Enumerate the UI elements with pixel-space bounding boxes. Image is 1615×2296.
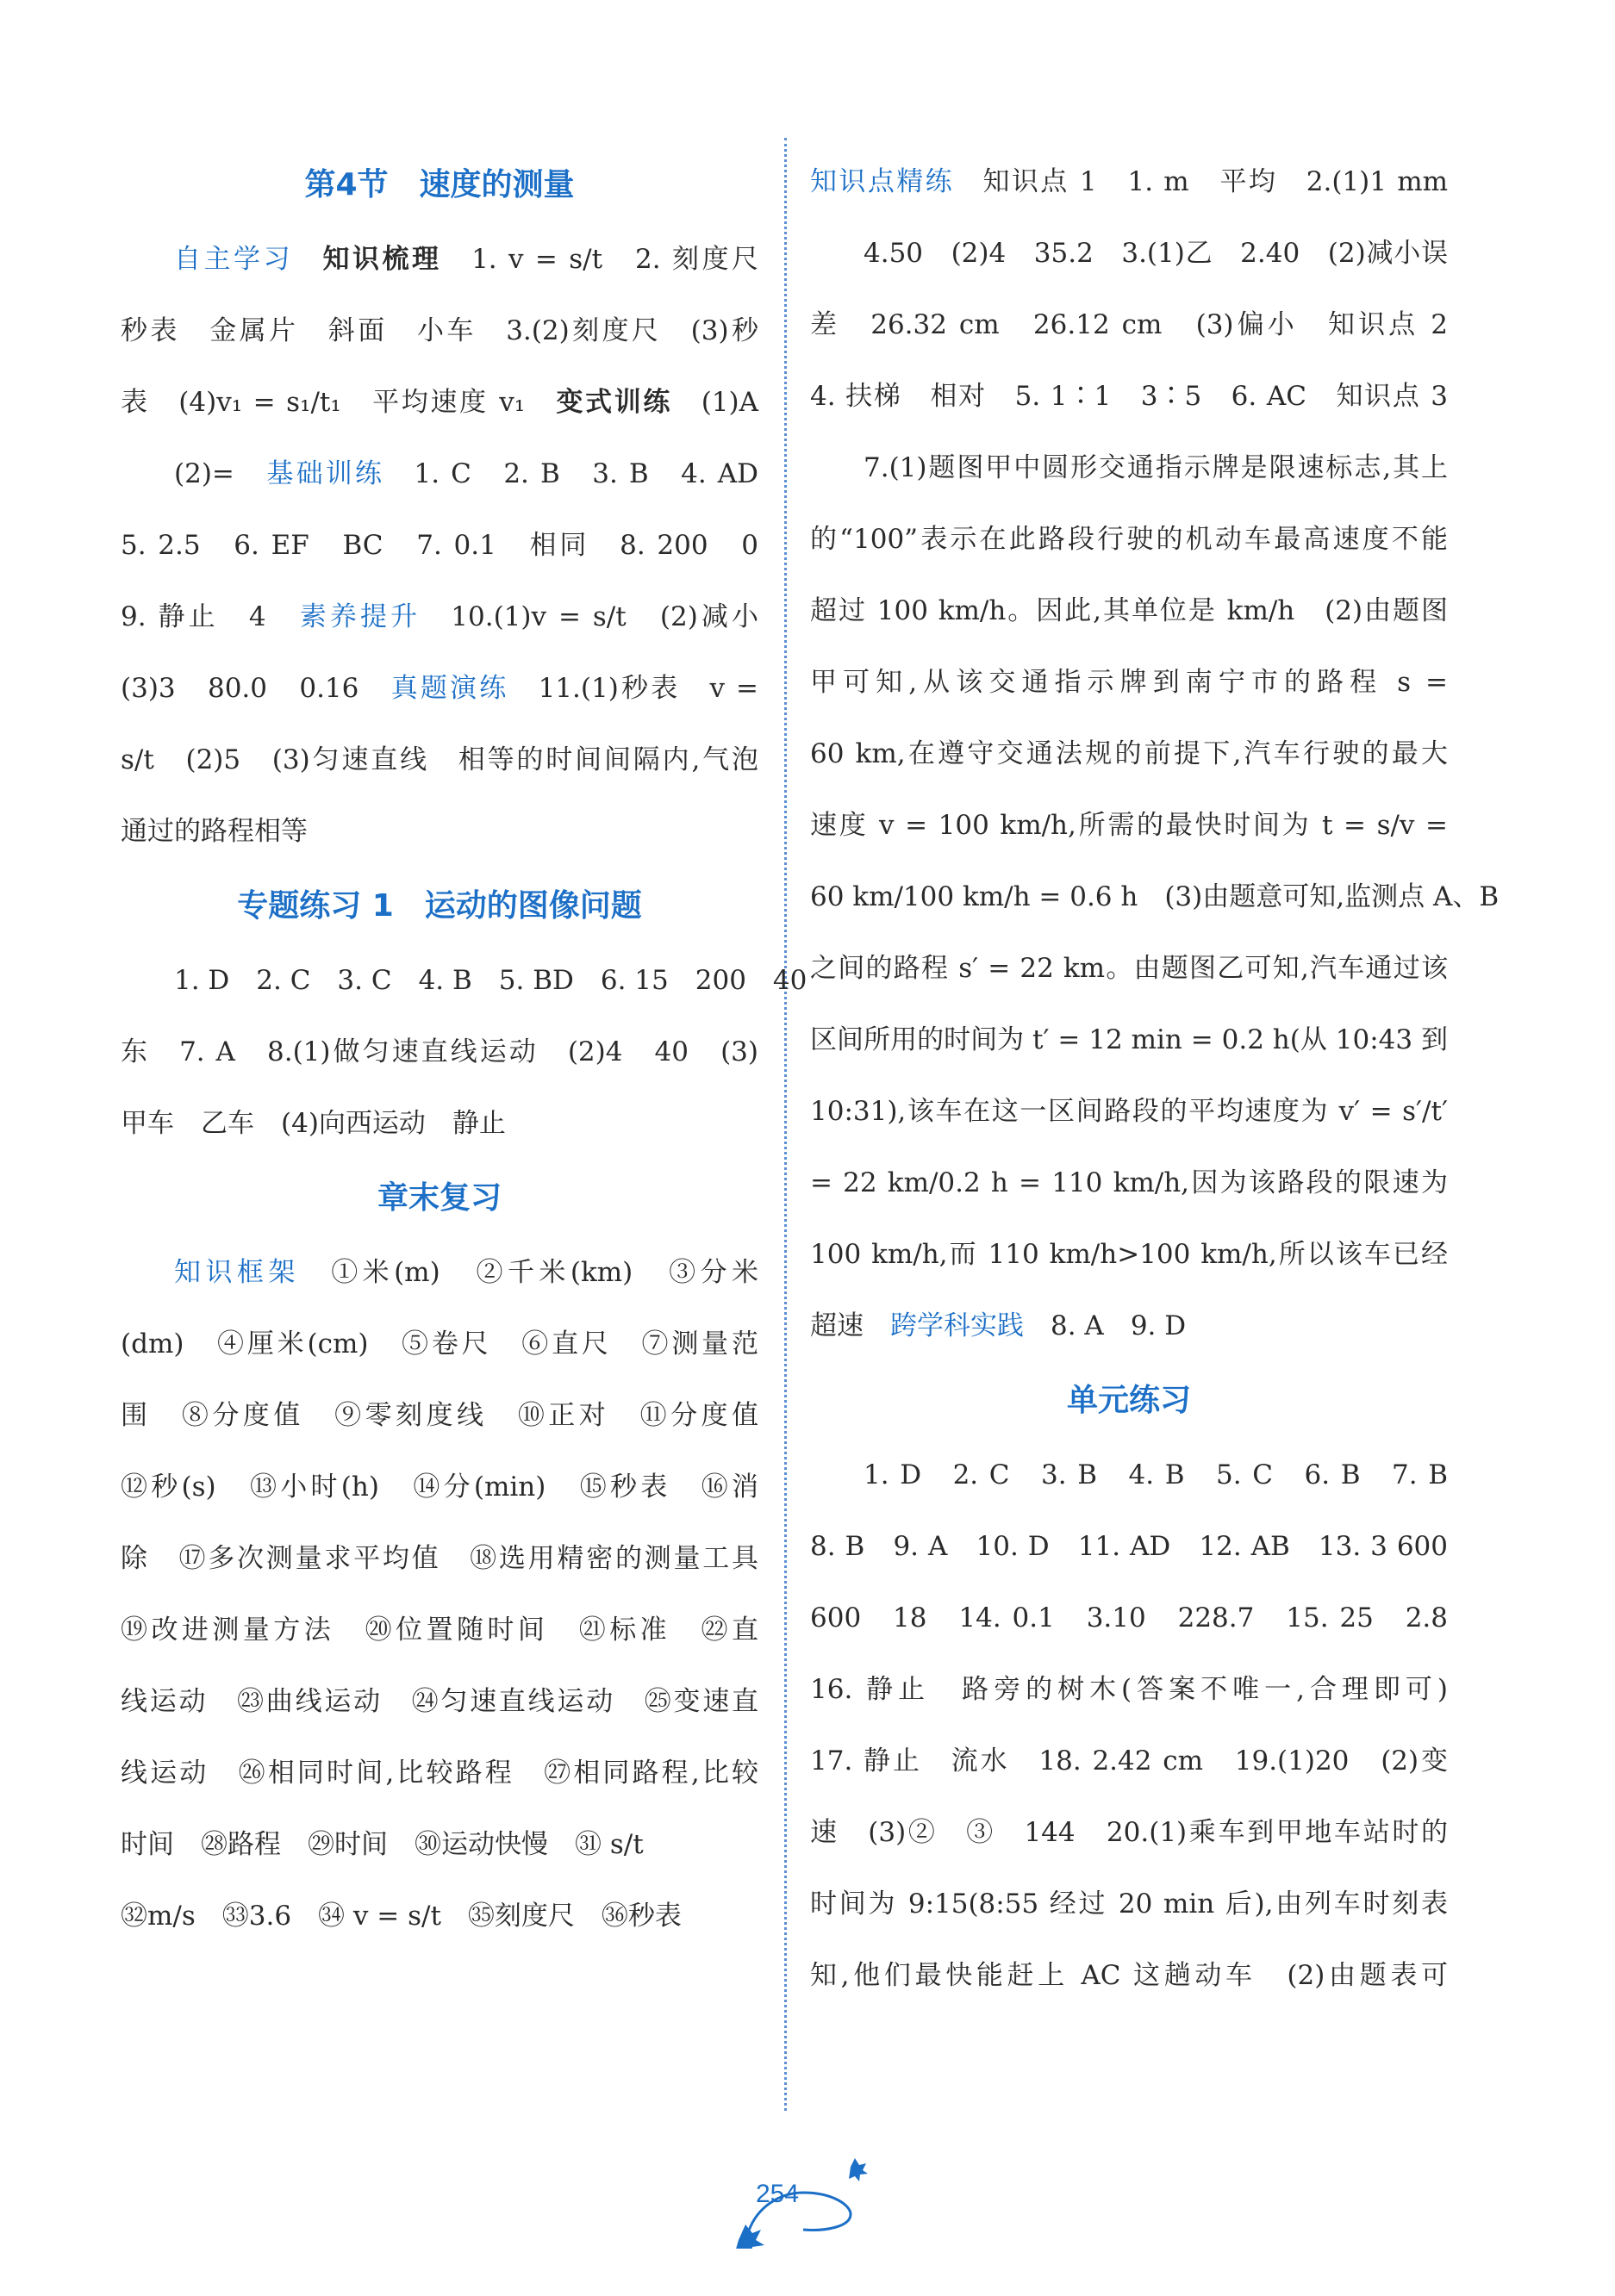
text-line: 围 ⑧分度值 ⑨零刻度线 ⑩正对 ⑪分度值 <box>121 1400 758 1431</box>
text-line: 之间的路程 s′ = 22 km。由题图乙可知,汽车通过该 <box>810 953 1448 984</box>
leaf-ornament-icon <box>721 2154 894 2249</box>
label: 变式训练 <box>556 387 673 418</box>
text-line: 时间 ㉘路程 ㉙时间 ㉚运动快慢 ㉛ s/t <box>121 1829 644 1860</box>
page-number-badge <box>721 2154 894 2249</box>
text-line <box>121 653 758 725</box>
text-line <box>121 582 758 653</box>
text-line <box>121 439 758 510</box>
text-line: 10:31),该车在这一区间路段的平均速度为 v′ = s′/t′ <box>810 1096 1448 1127</box>
text-line: 速 (3)② ③ 144 20.(1)乘车到甲地车站时的 <box>810 1817 1448 1848</box>
text-line: = 22 km/0.2 h = 110 km/h,因为该路段的限速为 <box>810 1167 1448 1198</box>
text-line: 区间所用的时间为 t′ = 12 min = 0.2 h(从 10:43 到 <box>810 1024 1448 1055</box>
text-line: 100 km/h,而 110 km/h>100 km/h,所以该车已经 <box>810 1239 1448 1270</box>
text-line: 的“100”表示在此路段行驶的机动车最高速度不能 <box>810 524 1448 555</box>
text-line: 4. 扶梯 相对 5. 1∶1 3∶5 6. AC 知识点 3 <box>810 381 1448 412</box>
answer-text: 表 (4)v₁ = s₁/t₁ 平均速度 v₁ <box>121 387 557 418</box>
text-line: 17. 静止 流水 18. 2.42 cm 19.(1)20 (2)变 <box>810 1745 1448 1776</box>
label: 知识框架 <box>174 1257 300 1288</box>
text-line: 甲车 乙车 (4)向西运动 静止 <box>121 1108 506 1139</box>
label: 跨学科实践 <box>890 1310 1024 1341</box>
text-line: 4.50 (2)4 35.2 3.(1)乙 2.40 (2)减小误 <box>864 238 1448 269</box>
section-title: 章末复习 <box>377 1180 502 1216</box>
answer-text: (3)3 80.0 0.16 <box>121 673 391 704</box>
answer-text: 1. v = s/t 2. 刻度尺 <box>441 244 759 275</box>
text-line <box>121 224 758 296</box>
text-line: ㉜m/s ㉝3.6 ㉞ v = s/t ㉟刻度尺 ㊱秒表 <box>121 1901 682 1932</box>
right-column <box>810 146 1500 2012</box>
text-line: 60 km,在遵守交通法规的前提下,汽车行驶的最大 <box>810 738 1448 769</box>
text-line: 60 km/100 km/h = 0.6 h (3)由题意可知,监测点 A、B <box>810 881 1500 912</box>
answer-text: 1. C 2. B 3. B 4. AD <box>384 458 759 489</box>
text-line: 超过 100 km/h。因此,其单位是 km/h (2)由题图 <box>810 595 1448 626</box>
label: 基础训练 <box>266 458 385 489</box>
section-title: 专题练习 1 运动的图像问题 <box>237 888 642 924</box>
text-line: 差 26.32 cm 26.12 cm (3)偏小 知识点 2 <box>810 309 1448 340</box>
text-line: 线运动 ㉖相同时间,比较路程 ㉗相同路程,比较 <box>121 1758 758 1789</box>
text-line: 600 18 14. 0.1 3.10 228.7 15. 25 2.8 <box>810 1602 1448 1633</box>
text-line: 速度 v = 100 km/h,所需的最快时间为 t = s/v = <box>810 810 1448 841</box>
label: 真题演练 <box>390 673 509 704</box>
label: 素养提升 <box>299 601 421 632</box>
text-line: (dm) ④厘米(cm) ⑤卷尺 ⑥直尺 ⑦测量范 <box>121 1328 758 1360</box>
text-line: 16. 静止 路旁的树木(答案不唯一,合理即可) <box>810 1674 1448 1705</box>
label: 知识梳理 <box>293 244 442 275</box>
text-line <box>810 1291 1448 1362</box>
text-line <box>121 1237 758 1309</box>
text-line: ⑫秒(s) ⑬小时(h) ⑭分(min) ⑮秒表 ⑯消 <box>121 1472 758 1503</box>
text-line: 1. D 2. C 3. B 4. B 5. C 6. B 7. B <box>864 1459 1448 1490</box>
text-line <box>121 367 758 439</box>
text-line: 知,他们最快能赶上 AC 这趟动车 (2)由题表可 <box>810 1960 1448 1991</box>
text-line: 线运动 ㉓曲线运动 ㉔匀速直线运动 ㉕变速直 <box>121 1686 758 1717</box>
answer-text: 9. 静止 4 <box>121 601 300 632</box>
text-line: s/t (2)5 (3)匀速直线 相等的时间间隔内,气泡 <box>121 744 758 775</box>
text-line: 甲可知,从该交通指示牌到南宁市的路程 s = <box>810 667 1448 698</box>
answer-text: (2)= <box>174 458 267 489</box>
text-line: 7.(1)题图甲中圆形交通指示牌是限速标志,其上 <box>864 452 1448 483</box>
answer-text: 11.(1)秒表 v = <box>508 673 758 704</box>
text-line: 时间为 9:15(8:55 经过 20 min 后),由列车时刻表 <box>810 1888 1448 1920</box>
text-line: 1. D 2. C 3. C 4. B 5. BD 6. 15 200 40 <box>174 965 808 996</box>
section-title: 单元练习 <box>1066 1383 1191 1418</box>
page-number: 254 <box>756 2180 800 2208</box>
section-title: 第4节 速度的测量 <box>304 167 575 202</box>
label: 自主学习 <box>174 244 294 275</box>
label: 知识点精练 <box>810 166 955 197</box>
text-line: 东 7. A 8.(1)做匀速直线运动 (2)4 40 (3) <box>121 1036 758 1067</box>
answer-text: ①米(m) ②千米(km) ③分米 <box>299 1257 759 1288</box>
answer-text: 8. A 9. D <box>1024 1310 1187 1341</box>
text-line: 5. 2.5 6. EF BC 7. 0.1 相同 8. 200 0 <box>121 530 758 561</box>
answer-text: 超速 <box>810 1310 890 1341</box>
text-line <box>810 146 1448 218</box>
text-line: 秒表 金属片 斜面 小车 3.(2)刻度尺 (3)秒 <box>121 315 758 346</box>
answer-text: 10.(1)v = s/t (2)减小 <box>421 601 759 632</box>
text-line: 除 ⑰多次测量求平均值 ⑱选用精密的测量工具 <box>121 1543 758 1574</box>
column-divider <box>784 138 787 2111</box>
text-line: 通过的路程相等 <box>121 816 308 847</box>
answer-text: 知识点 1 1. m 平均 2.(1)1 mm <box>954 166 1449 197</box>
text-line: ⑲改进测量方法 ⑳位置随时间 ㉑标准 ㉒直 <box>121 1615 758 1646</box>
answer-text: (1)A <box>672 387 758 418</box>
text-line: 8. B 9. A 10. D 11. AD 12. AB 13. 3 600 <box>810 1531 1448 1562</box>
left-column <box>121 146 808 1952</box>
